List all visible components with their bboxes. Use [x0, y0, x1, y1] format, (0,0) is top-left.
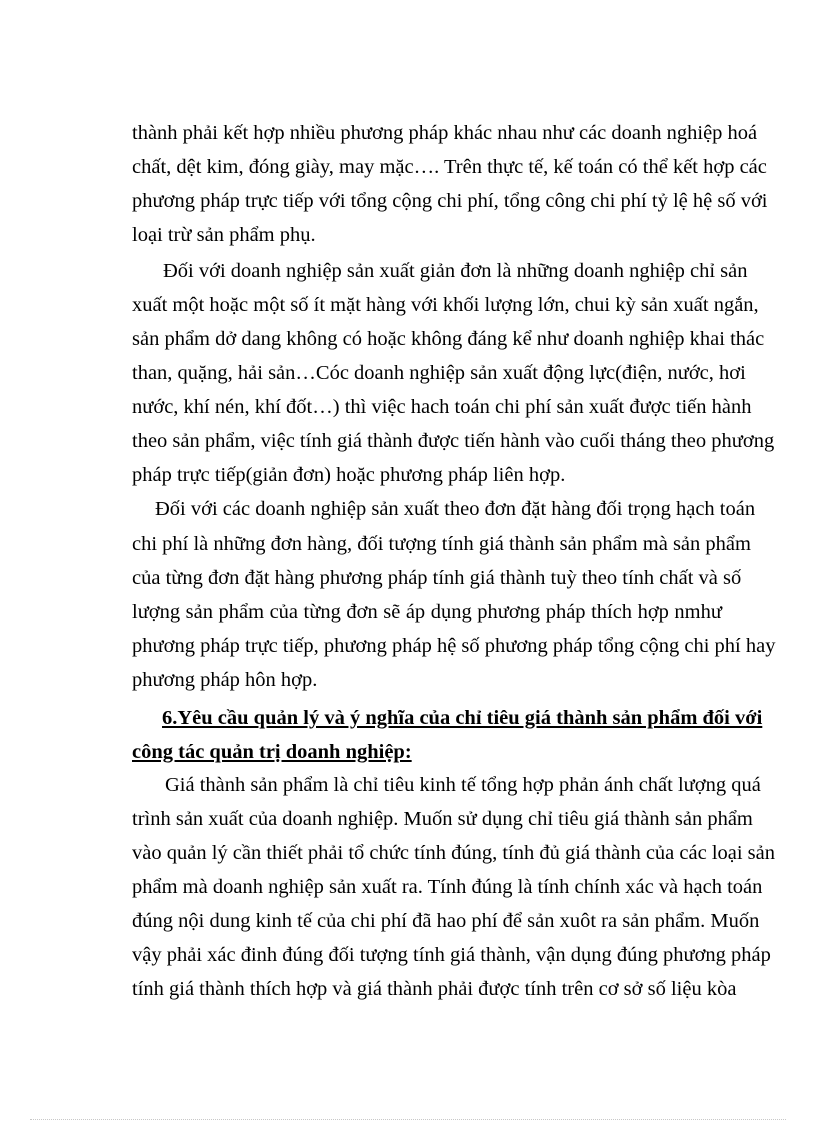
paragraph-3-line-5: phương pháp trực tiếp, phương pháp hệ số phương pháp tổng cộng chi phí hay: [132, 635, 776, 657]
paragraph-4-line-6: vậy phải xác đinh đúng đối tượng tính giá thành, vận dụng đúng phương pháp: [132, 944, 771, 966]
paragraph-2-line-5: nước, khí nén, khí đốt…) thì việc hach toán chi phí sản xuất được tiến hành: [132, 396, 752, 418]
paragraph-3-line-1: Đối với các doanh nghiệp sản xuất theo đơn đặt hàng đối trọng hạch toán: [155, 498, 756, 520]
paragraph-2-line-6: theo sản phẩm, việc tính giá thành được tiến hành vào cuối tháng theo phương: [132, 430, 775, 452]
paragraph-4-line-1: Giá thành sản phẩm là chỉ tiêu kinh tế tổng hợp phản ánh chất lượng quá: [165, 774, 761, 796]
paragraph-1-line-1: thành phải kết hợp nhiều phương pháp khác nhau như các doanh nghiệp hoá: [132, 122, 758, 144]
paragraph-2-line-7: pháp trực tiếp(giản đơn) hoặc phương pháp liên hợp.: [132, 464, 566, 486]
section-heading-line-1: 6.Yêu cầu quản lý và ý nghĩa của chỉ tiêu giá thành sản phẩm đối với: [162, 707, 763, 729]
paragraph-2-line-3: sản phẩm dở dang không có hoặc không đáng kể như doanh nghiệp khai thác: [132, 328, 765, 350]
paragraph-2-line-4: than, quặng, hải sản…Cóc doanh nghiệp sản xuất động lực(điện, nước, hơi: [132, 362, 746, 384]
paragraph-3-line-6: phương pháp hôn hợp.: [132, 669, 318, 691]
paragraph-4-line-2: trình sản xuất của doanh nghiệp. Muốn sử dụng chỉ tiêu giá thành sản phẩm: [132, 808, 753, 830]
paragraph-2-line-1: Đối với doanh nghiệp sản xuất giản đơn là những doanh nghiệp chỉ sản: [163, 260, 748, 282]
paragraph-3-line-3: của từng đơn đặt hàng phương pháp tính giá thành tuỳ theo tính chất và số: [132, 567, 742, 589]
paragraph-4-line-3: vào quản lý cần thiết phải tổ chức tính đúng, tính đủ giá thành của các loại sản: [132, 842, 776, 864]
section-heading-line-2: công tác quản trị doanh nghiệp:: [132, 741, 412, 763]
paragraph-2-line-2: xuất một hoặc một số ít mặt hàng với khối lượng lớn, chui kỳ sản xuất ngắn,: [132, 294, 759, 316]
page-bottom-divider: [30, 1119, 786, 1120]
paragraph-3-line-2: chi phí là những đơn hàng, đối tượng tính giá thành sản phẩm mà sản phẩm: [132, 533, 751, 555]
paragraph-1-line-4: loại trừ sản phẩm phụ.: [132, 224, 316, 246]
paragraph-1-line-2: chất, dệt kim, đóng giày, may mặc…. Trên thực tế, kế toán có thể kết hợp các: [132, 156, 767, 178]
paragraph-4-line-7: tính giá thành thích hợp và giá thành phải được tính trên cơ sở số liệu kòa: [132, 978, 737, 1000]
paragraph-4-line-5: đúng nội dung kinh tế của chi phí đã hao phí để sản xuôt ra sản phẩm. Muốn: [132, 910, 760, 932]
paragraph-4-line-4: phẩm mà doanh nghiệp sản xuất ra. Tính đúng là tính chính xác và hạch toán: [132, 876, 763, 898]
paragraph-1-line-3: phương pháp trực tiếp với tổng cộng chi phí, tổng công chi phí tỷ lệ hệ số với: [132, 190, 768, 212]
paragraph-3-line-4: lượng sản phẩm của từng đơn sẽ áp dụng phương pháp thích hợp nmhư: [132, 601, 722, 623]
